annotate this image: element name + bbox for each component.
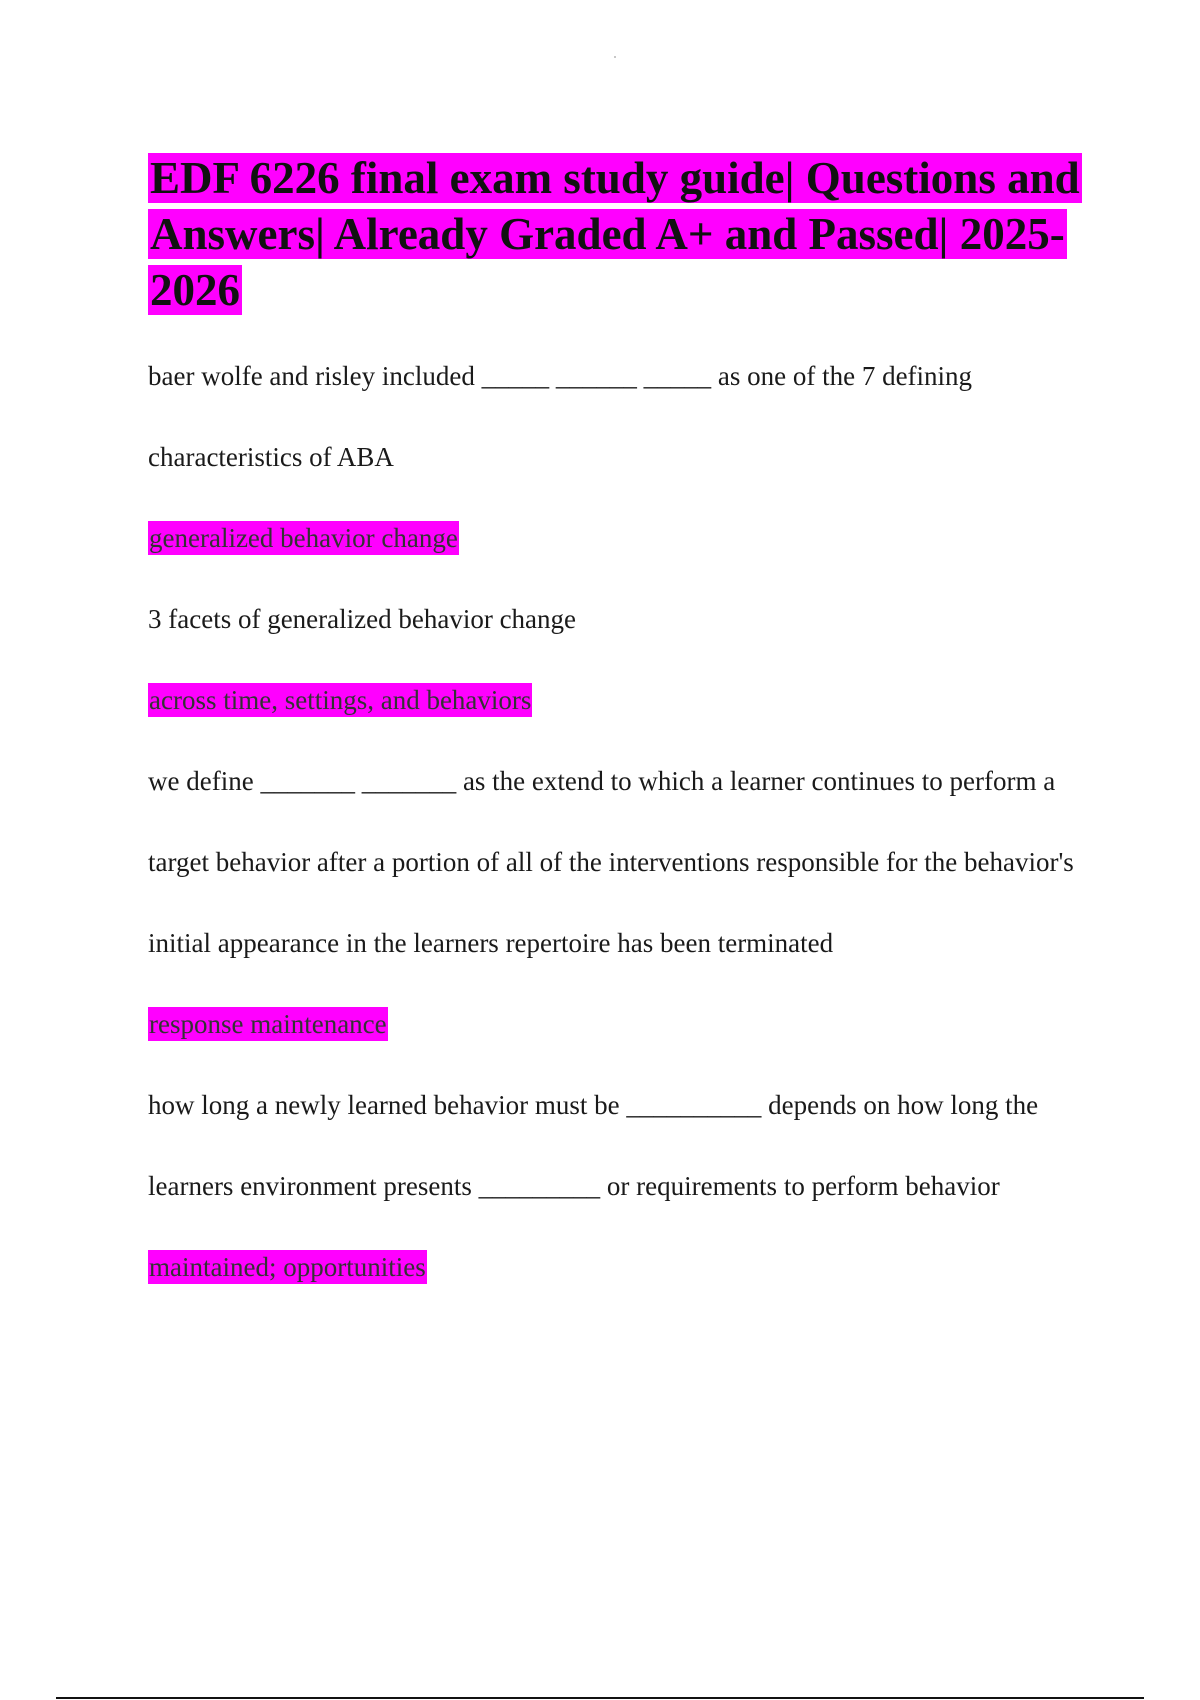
answer-text	[148, 984, 1088, 1065]
answer-highlight: maintained; opportunities	[149, 1252, 426, 1282]
question-text: how long a newly learned behavior must be __________ depends on how long the learners environment presents _________ or requirements to perform behavior	[148, 1090, 1039, 1201]
document-body	[148, 150, 1088, 1308]
qa-item	[148, 336, 1088, 579]
question-text: 3 facets of generalized behavior change	[148, 604, 577, 634]
qa-item	[148, 579, 1088, 741]
answer-highlight: across time, settings, and behaviors	[149, 685, 532, 715]
qa-item	[148, 1065, 1088, 1308]
answer-text	[148, 1227, 1088, 1308]
answer-highlight: response maintenance	[149, 1009, 387, 1039]
scan-speck	[614, 56, 616, 58]
question-text: we define _______ _______ as the extend to which a learner continues to perform a target behavior after a portion of all of the interventions responsible for the behavior's initial appearance in the learners repertoire has been terminated	[148, 766, 1074, 958]
footer-rule	[56, 1697, 1144, 1699]
document-title	[148, 150, 1088, 318]
qa-item	[148, 741, 1088, 1065]
question-text: baer wolfe and risley included _____ ______ _____ as one of the 7 defining characteristics of ABA	[148, 361, 973, 472]
answer-text	[148, 498, 1088, 579]
answer-text	[148, 660, 1088, 741]
title-highlight: EDF 6226 final exam study guide| Questions and Answers| Already Graded A+ and Passed| 2025-2026	[150, 153, 1080, 315]
answer-highlight: generalized behavior change	[149, 523, 458, 553]
